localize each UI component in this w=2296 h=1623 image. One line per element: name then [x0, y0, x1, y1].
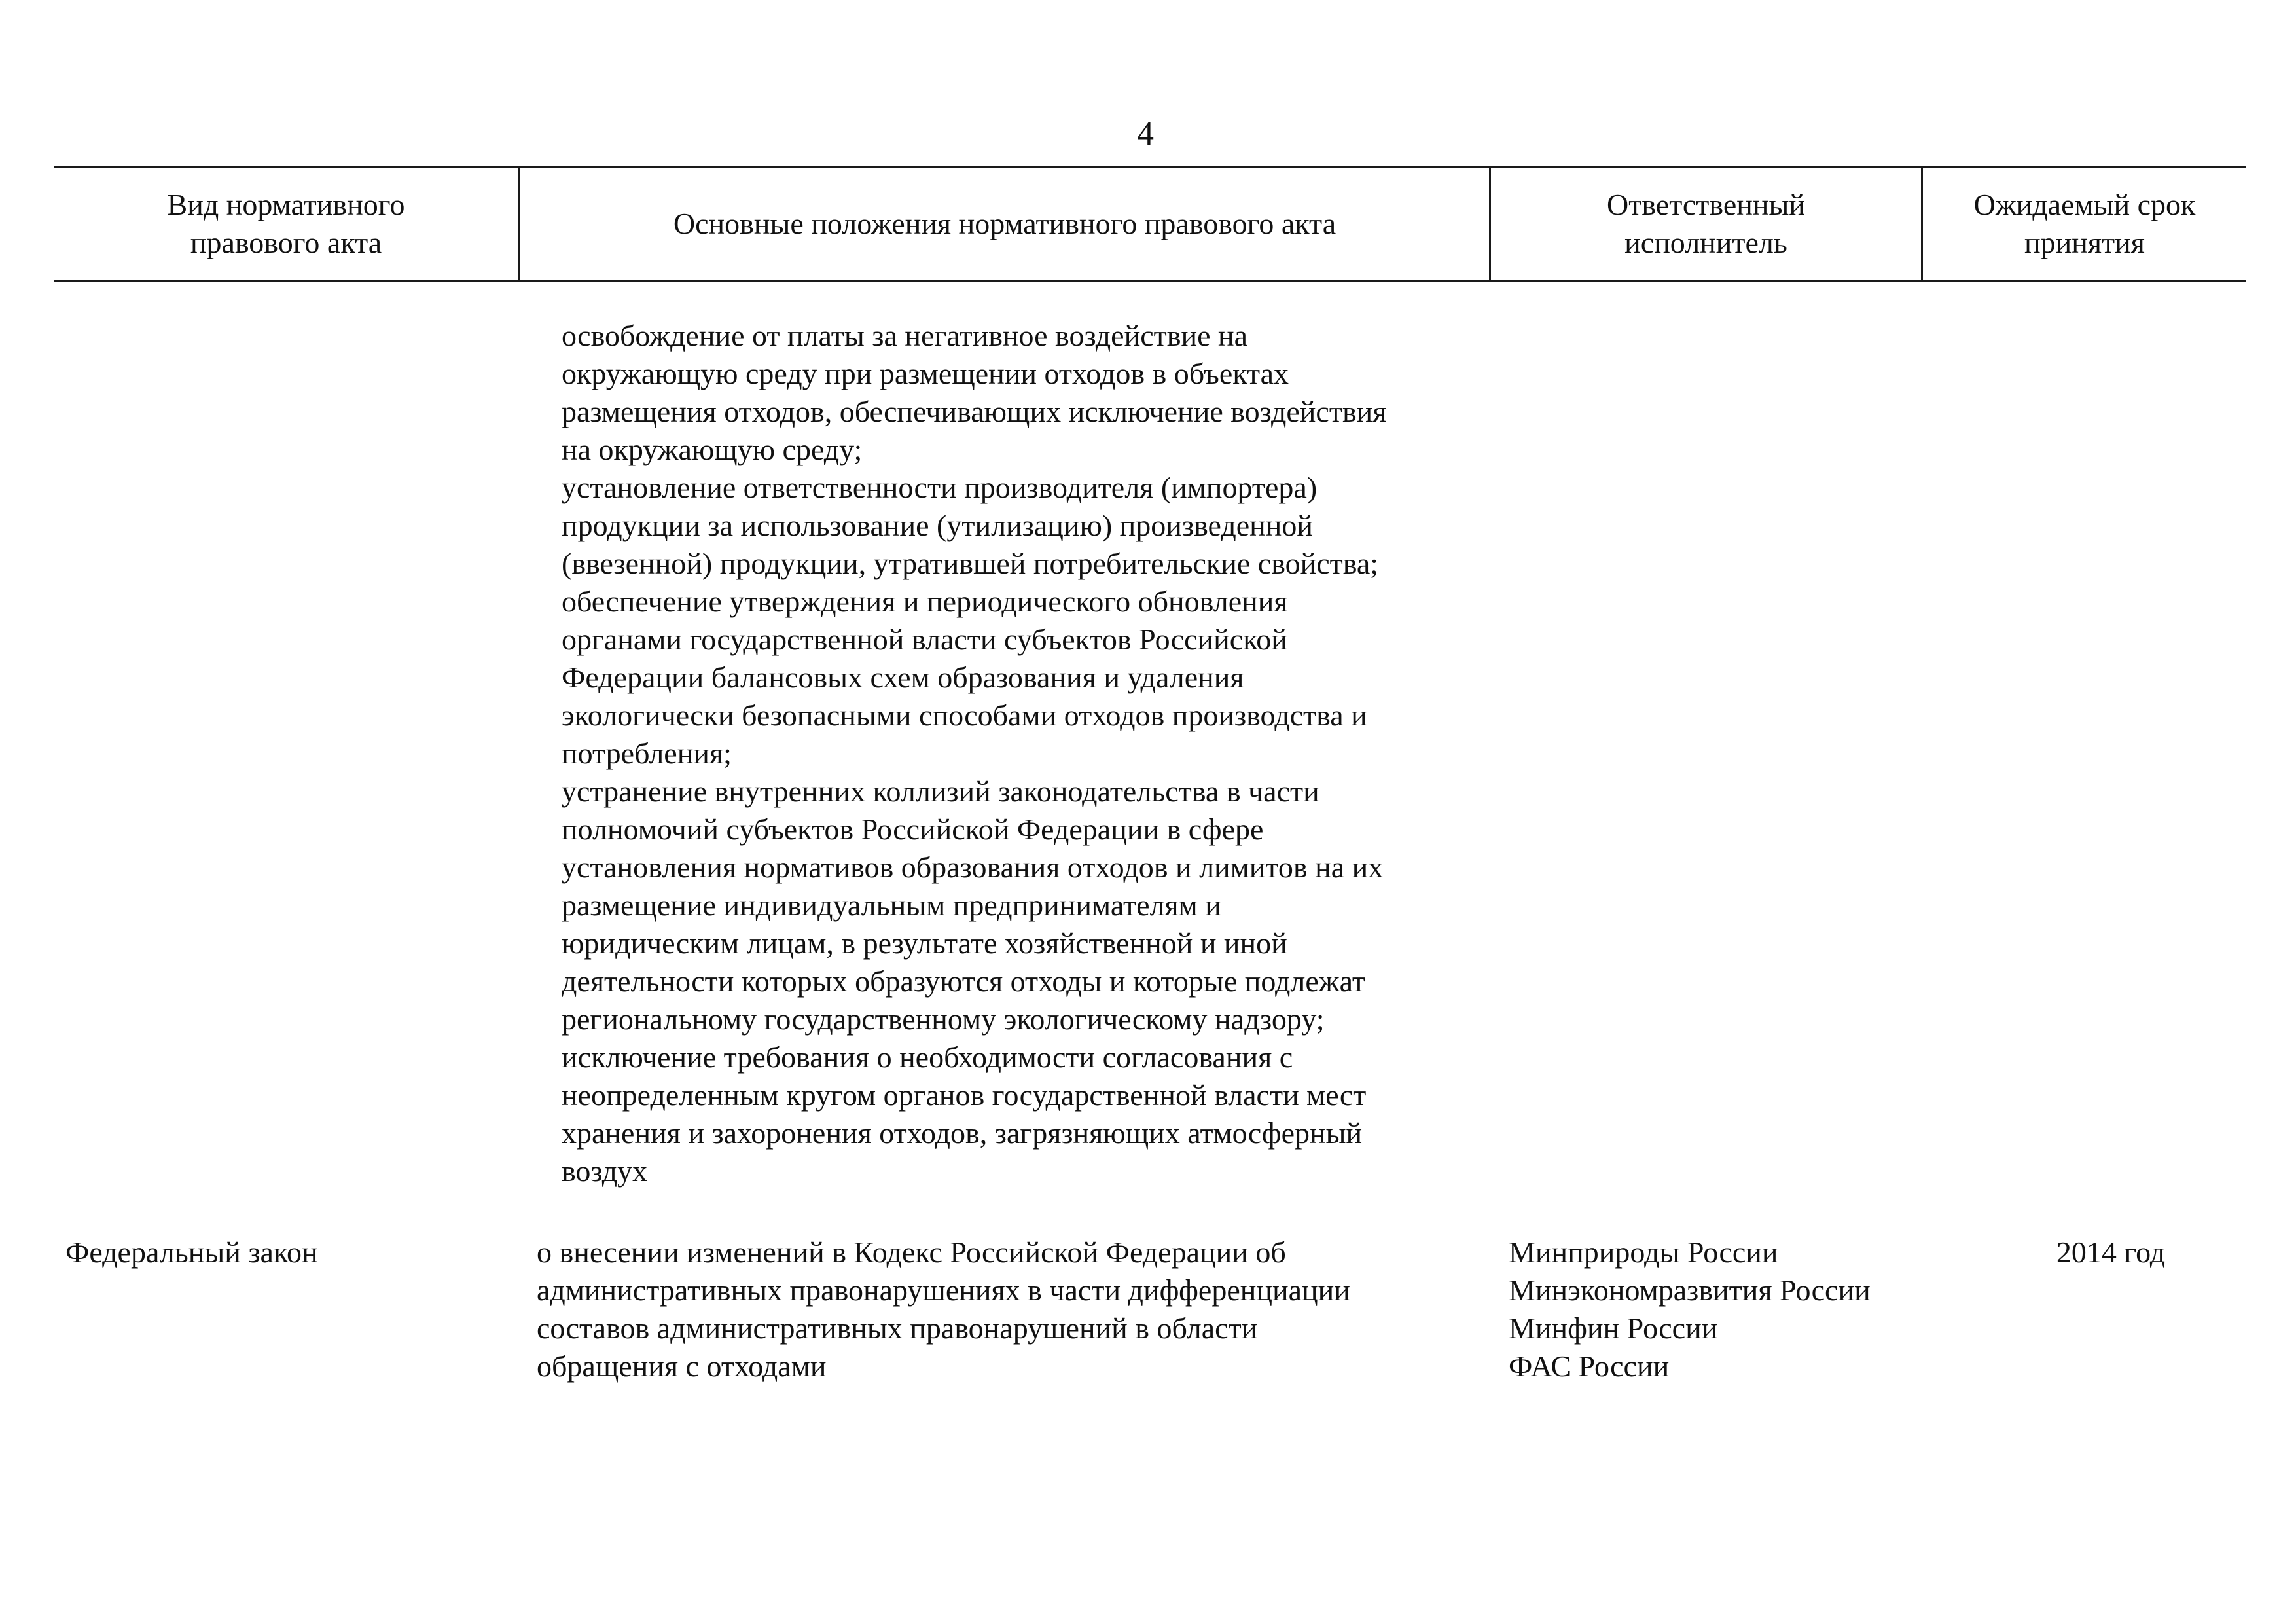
- header-executor: Ответственный исполнитель: [1607, 188, 1805, 259]
- header-provisions: Основные положения нормативного правового акта: [673, 207, 1336, 240]
- page-number: 4: [1137, 115, 1154, 153]
- header-term: Ожидаемый срок принятия: [1973, 188, 2196, 259]
- header-act-type: Вид нормативного правового акта: [167, 188, 405, 259]
- continued-provisions: освобождение от платы за негативное воздействие на окружающую среду при размещении отходов в объектах размещения отходов, обеспечивающих исключение воздействия на окружающую среду; установление ответственности производителя (импортера) продукции за использование (утилизацию) произведенной (ввезенной) продукции, утратившей потребительские свойства; обеспечение утверждения и периодического обновления органами государственной власти субъектов Российской Федерации балансовых схем образования и удаления экологически безопасными способами отходов производства и потребления; устранение внутренних коллизий законодательства в части полномочий субъектов Российской Федерации в сфере установления нормативов образования отходов и лимитов на их размещение индивидуальным предпринимателям и юридическим лицам, в результате хозяйственной и иной деятельности которых образуются отходы и которые подлежат региональному государственному экологическому надзору; исключение требования о необходимости согласования с неопределенным кругом органов государственной власти мест хранения и захоронения отходов, загрязняющих атмосферный воздух: [562, 319, 1387, 1188]
- header-cell-term: [1923, 168, 2246, 280]
- row-provisions: о внесении изменений в Кодекс Российской Федерации об административных правонарушениях в части дифференциации составов административных правонарушений в области обращения с отходами: [537, 1235, 1350, 1383]
- row-term: 2014 год: [2056, 1235, 2166, 1269]
- header-bottom-rule: [54, 280, 2246, 282]
- row-act-type: Федеральный закон: [65, 1235, 318, 1269]
- header-cell-executor: [1491, 168, 1921, 280]
- row-executors: Минприроды России Минэкономразвития России Минфин России ФАС России: [1509, 1235, 1871, 1383]
- header-cell-act-type: [54, 168, 518, 280]
- header-cell-provisions: [520, 168, 1489, 280]
